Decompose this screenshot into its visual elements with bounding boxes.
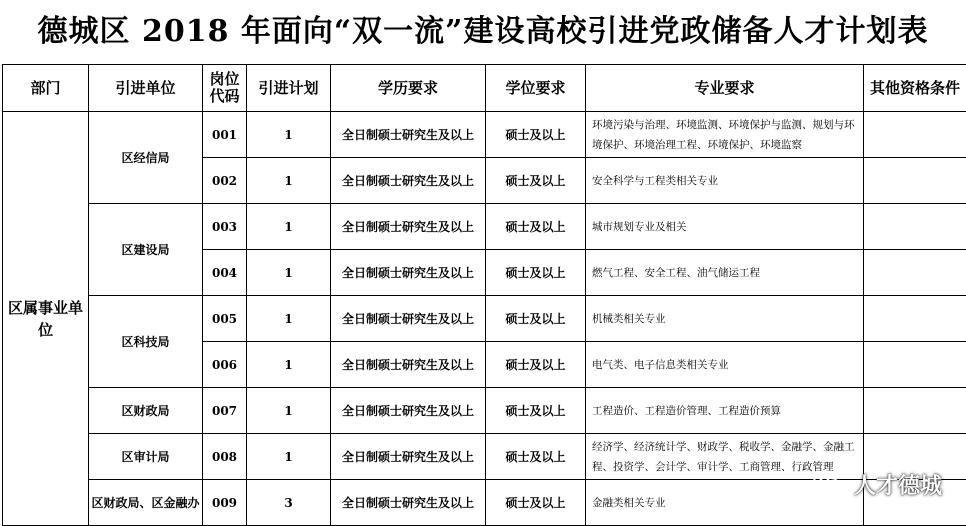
other-cell (864, 112, 966, 158)
major-cell: 燃气工程、安全工程、油气储运工程 (586, 250, 864, 296)
code-cell: 008 (203, 434, 247, 480)
unit-cell: 区财政局、区金融办 (89, 480, 203, 526)
major-cell: 城市规划专业及相关 (586, 204, 864, 250)
unit-cell: 区审计局 (89, 434, 203, 480)
dept-line1: 区属事业单 (7, 298, 83, 317)
degree-cell: 硕士及以上 (486, 250, 586, 296)
plan-cell: 1 (247, 296, 331, 342)
table-row (3, 296, 966, 342)
table-row (3, 112, 966, 158)
major-cell: 环境污染与治理、环境监测、环境保护与监测、规划与环境保护、环境治理工程、环境保护、环境监察 (586, 112, 864, 158)
major-cell: 金融类相关专业 (586, 480, 864, 526)
degree-cell: 硕士及以上 (486, 158, 586, 204)
other-cell (864, 296, 966, 342)
other-cell (864, 388, 966, 434)
header-plan: 引进计划 (247, 65, 331, 112)
degree-cell: 硕士及以上 (486, 204, 586, 250)
major-cell: 安全科学与工程类相关专业 (586, 158, 864, 204)
other-cell (864, 204, 966, 250)
major-cell: 工程造价、工程造价管理、工程造价预算 (586, 388, 864, 434)
other-cell (864, 250, 966, 296)
header-major: 专业要求 (586, 65, 864, 112)
code-cell: 009 (203, 480, 247, 526)
code-cell: 007 (203, 388, 247, 434)
header-code-line2: 代码 (209, 87, 240, 105)
edu-cell: 全日制硕士研究生及以上 (331, 112, 486, 158)
edu-cell: 全日制硕士研究生及以上 (331, 480, 486, 526)
plan-cell: 3 (247, 480, 331, 526)
degree-cell: 硕士及以上 (486, 342, 586, 388)
plan-cell: 1 (247, 434, 331, 480)
watermark-text: 人才德城 (853, 474, 942, 499)
other-cell (864, 158, 966, 204)
degree-cell: 硕士及以上 (486, 112, 586, 158)
edu-cell: 全日制硕士研究生及以上 (331, 158, 486, 204)
table-row (3, 388, 966, 434)
table-header-row (3, 65, 966, 112)
code-cell: 006 (203, 342, 247, 388)
major-cell: 电气类、电子信息类相关专业 (586, 342, 864, 388)
unit-cell: 区科技局 (89, 296, 203, 388)
degree-cell: 硕士及以上 (486, 434, 586, 480)
plan-cell: 1 (247, 112, 331, 158)
major-cell: 机械类相关专业 (586, 296, 864, 342)
header-code (203, 65, 247, 112)
edu-cell: 全日制硕士研究生及以上 (331, 250, 486, 296)
plan-cell: 1 (247, 204, 331, 250)
wechat-icon (812, 471, 846, 499)
header-edu: 学历要求 (331, 65, 486, 112)
dept-line2: 位 (37, 320, 53, 339)
unit-cell: 区经信局 (89, 112, 203, 204)
edu-cell: 全日制硕士研究生及以上 (331, 204, 486, 250)
edu-cell: 全日制硕士研究生及以上 (331, 296, 486, 342)
header-dept: 部门 (3, 65, 89, 112)
header-degree: 学位要求 (486, 65, 586, 112)
page-title: 德城区 2018 年面向“双一流”建设高校引进党政储备人才计划表 (37, 14, 929, 49)
major-cell: 经济学、经济统计学、财政学、税收学、金融学、金融工程、投资学、会计学、审计学、工商管理、行政管理 (586, 434, 864, 480)
dept-cell (3, 112, 89, 526)
edu-cell: 全日制硕士研究生及以上 (331, 434, 486, 480)
header-other: 其他资格条件 (864, 65, 966, 112)
edu-cell: 全日制硕士研究生及以上 (331, 388, 486, 434)
code-cell: 001 (203, 112, 247, 158)
header-unit: 引进单位 (89, 65, 203, 112)
header-code-line1: 岗位 (209, 70, 240, 88)
code-cell: 003 (203, 204, 247, 250)
watermark (812, 469, 942, 500)
unit-cell: 区财政局 (89, 388, 203, 434)
table-row (3, 204, 966, 250)
other-cell (864, 342, 966, 388)
plan-cell: 1 (247, 250, 331, 296)
code-cell: 002 (203, 158, 247, 204)
plan-cell: 1 (247, 388, 331, 434)
plan-cell: 1 (247, 342, 331, 388)
talent-plan-table (2, 64, 966, 526)
degree-cell: 硕士及以上 (486, 296, 586, 342)
degree-cell: 硕士及以上 (486, 480, 586, 526)
degree-cell: 硕士及以上 (486, 388, 586, 434)
code-cell: 004 (203, 250, 247, 296)
plan-cell: 1 (247, 158, 331, 204)
code-cell: 005 (203, 296, 247, 342)
edu-cell: 全日制硕士研究生及以上 (331, 342, 486, 388)
unit-cell: 区建设局 (89, 204, 203, 296)
